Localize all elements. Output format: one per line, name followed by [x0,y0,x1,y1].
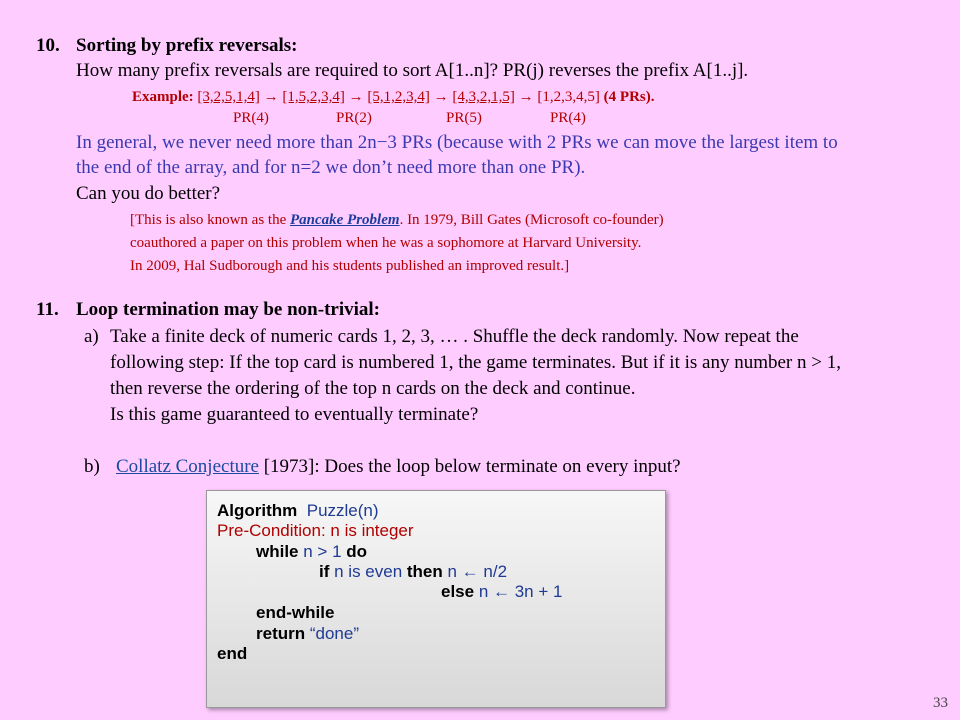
example-seq-0: [3,2,5,1,4] [197,89,260,105]
part-a-line-2: following step: If the top card is numbered 1, the game terminates. But if it is any number n > 1, [110,352,841,373]
then-statement: n ← n/2 [442,562,508,581]
do-keyword: do [346,542,368,561]
note-pre: [This is also known as the [130,212,290,228]
pancake-problem-link[interactable]: Pancake Problem [289,212,400,228]
example-seq-1: [1,5,2,3,4] [282,89,345,105]
general-line-2: the end of the array, and for n=2 we don’t need more than one PR). [76,157,586,178]
item-11-number: 11. [36,299,59,320]
while-line [256,542,367,562]
part-a-line-3: then reverse the ordering of the top n cards on the deck and continue. [110,378,636,399]
item-10-question: How many prefix reversals are required to sort A[1..n]? PR(j) reverses the prefix A[1..j]. [76,60,749,81]
algorithm-box [206,490,666,708]
arrow-icon: → [433,89,449,105]
example-label: Example: [132,89,194,105]
example-seq-4: [1,2,3,4,5] [537,89,600,105]
note-post: . In 1979, Bill Gates (Microsoft co-founder) [399,212,664,228]
else-line [441,582,562,602]
if-keyword: if [319,562,330,581]
if-line [319,562,507,582]
else-keyword: else [441,582,475,601]
pr-label-3: PR(4) [550,110,586,126]
part-b-text: [1973]: Does the loop below terminate on every input? [258,456,681,477]
general-line-1: In general, we never need more than 2n−3 PRs (because with 2 PRs we can move the largest item to [76,132,838,153]
item-10-number: 10. [36,35,60,56]
part-a-label: a) [84,326,99,347]
while-keyword: while [256,542,299,561]
note-line-1 [130,212,664,229]
example-seq-3: [4,3,2,1,5] [452,89,515,105]
part-b-line [116,456,681,478]
note-line-2: coauthored a paper on this problem when he was a sophomore at Harvard University. [130,235,642,251]
part-b-label: b) [84,456,100,477]
while-condition: n > 1 [298,542,347,561]
example-count: (4 PRs). [603,89,655,105]
item-10-heading: Sorting by prefix reversals: [76,35,298,56]
return-line [256,624,359,644]
arrow-icon: → [348,89,364,105]
algorithm-keyword: Algorithm [217,501,298,520]
can-you-do-better: Can you do better? [76,183,221,204]
example-seq-2: [5,1,2,3,4] [367,89,430,105]
return-value: “done” [305,624,359,643]
example-line [132,89,655,106]
arrow-icon: → [263,89,279,105]
precondition: Pre-Condition: n is integer [217,521,414,540]
algorithm-title [217,501,379,521]
part-a-line-4: Is this game guaranteed to eventually terminate? [110,404,479,425]
collatz-conjecture-link[interactable]: Collatz Conjecture [116,456,259,477]
pr-label-1: PR(2) [336,110,372,126]
pr-label-2: PR(5) [446,110,482,126]
else-statement: n ← 3n + 1 [474,582,563,601]
part-a-line-1: Take a finite deck of numeric cards 1, 2, 3, … . Shuffle the deck randomly. Now repeat the [110,326,799,347]
pr-label-0: PR(4) [233,110,269,126]
if-condition: n is even [329,562,407,581]
arrow-icon: → [518,89,534,105]
end-while-keyword: end-while [256,603,335,622]
note-line-3: In 2009, Hal Sudborough and his students published an improved result.] [130,258,570,274]
end-keyword: end [217,644,248,663]
algorithm-name: Puzzle(n) [306,501,379,520]
then-keyword: then [406,562,443,581]
page-number: 33 [933,695,948,711]
return-keyword: return [256,624,306,643]
item-11-heading: Loop termination may be non-trivial: [76,299,380,320]
